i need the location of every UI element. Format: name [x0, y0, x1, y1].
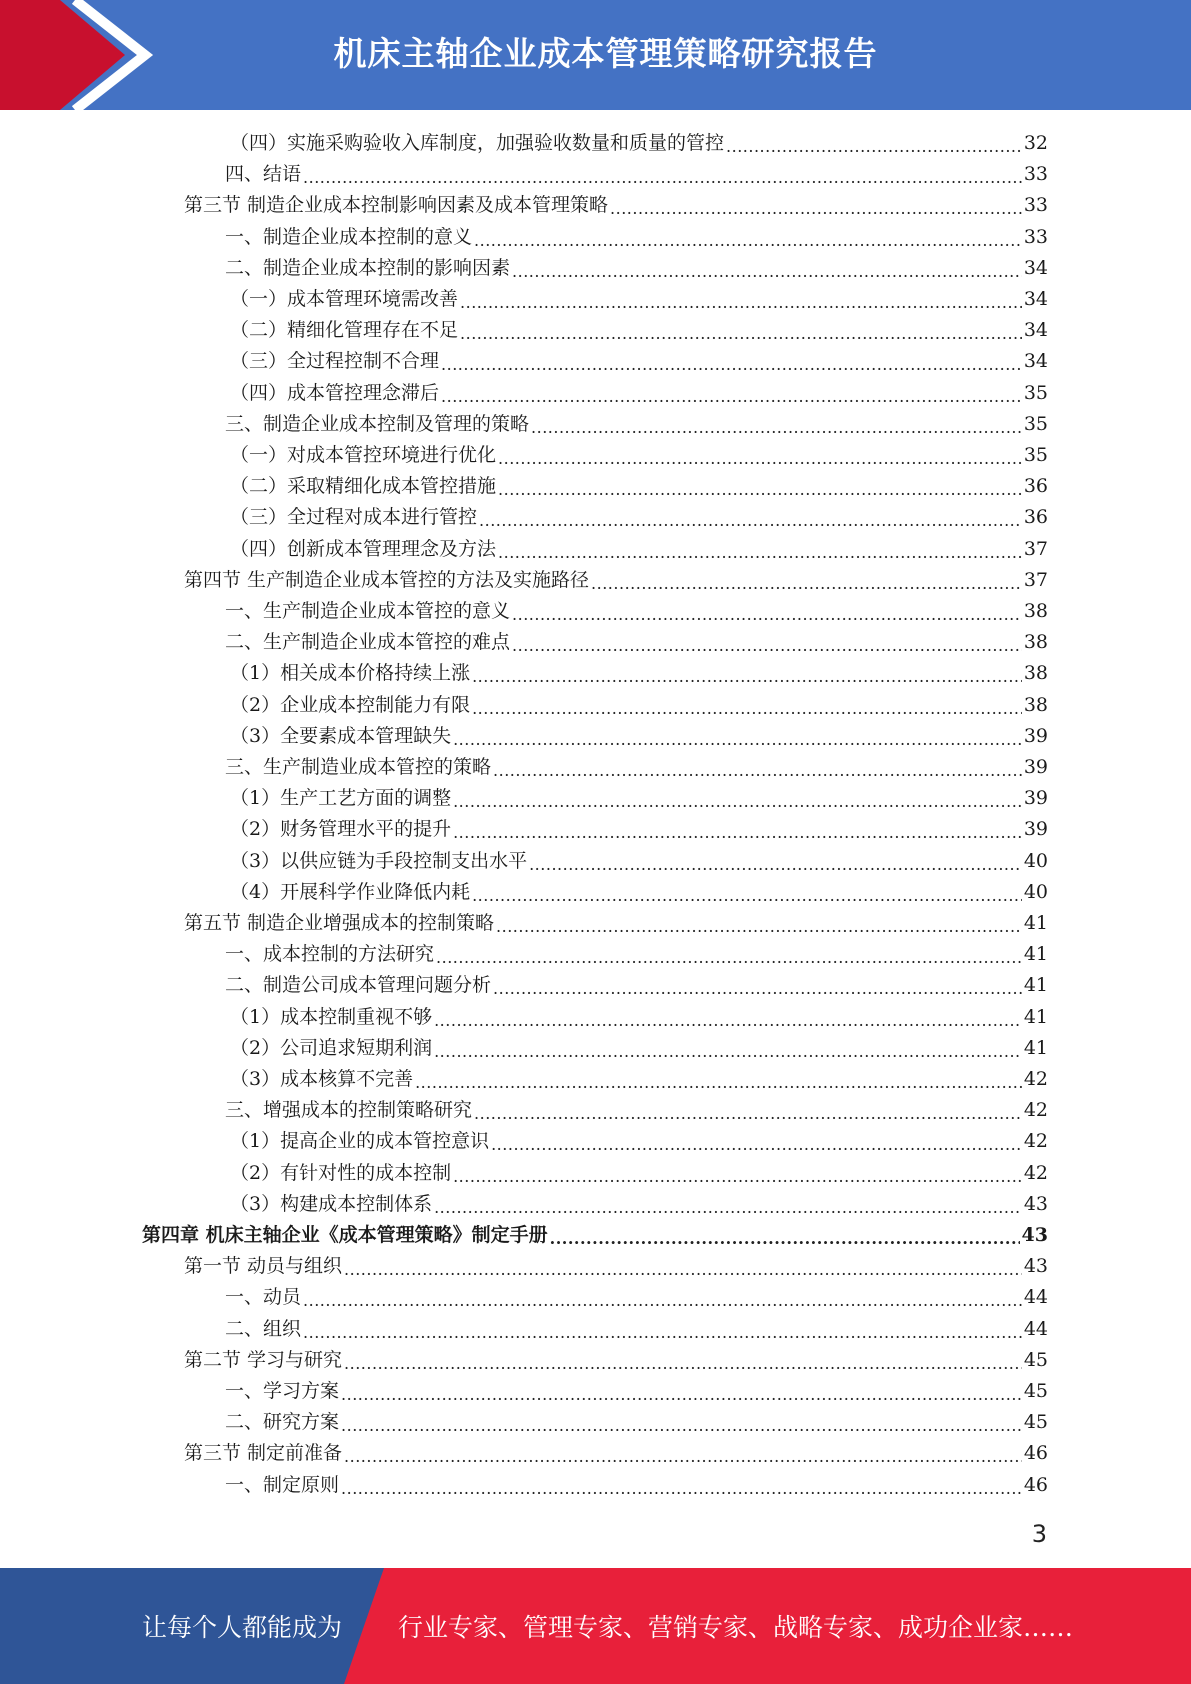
toc-entry-page: 36 [1023, 475, 1048, 498]
toc-entry[interactable] [225, 1095, 1048, 1126]
toc-entry[interactable] [230, 1126, 1048, 1157]
toc-entry-label: （1）生产工艺方面的调整 [230, 787, 452, 810]
toc-entry[interactable] [225, 1376, 1048, 1407]
toc-dot-leader [303, 1282, 1022, 1313]
toc-entry-label: （3）成本核算不完善 [230, 1068, 414, 1090]
toc-entry[interactable] [184, 1251, 1048, 1282]
toc-entry-label: 第五节 制造企业增强成本的控制策略 [184, 912, 495, 934]
toc-entry[interactable] [230, 534, 1048, 565]
toc-dot-leader [472, 877, 1022, 908]
toc-entry[interactable] [225, 222, 1048, 253]
toc-entry[interactable] [184, 1438, 1048, 1469]
toc-entry-page: 41 [1023, 1036, 1048, 1059]
toc-dot-leader [453, 1158, 1022, 1189]
toc-entry[interactable] [225, 970, 1048, 1001]
toc-dot-leader [491, 1126, 1022, 1157]
toc-entry-label: 第四章 机床主轴企业《成本管理策略》制定手册 [142, 1224, 548, 1246]
toc-entry-label: 一、动员 [225, 1286, 302, 1309]
toc-entry[interactable] [225, 253, 1048, 284]
toc-entry[interactable] [230, 440, 1048, 471]
toc-entry-label: （3）全要素成本管理缺失 [230, 724, 452, 747]
toc-dot-leader [344, 1251, 1022, 1282]
toc-entry-page: 41 [1023, 912, 1048, 934]
toc-dot-leader [474, 222, 1022, 253]
toc-entry-page: 41 [1023, 974, 1048, 997]
toc-dot-leader [531, 409, 1022, 440]
toc-entry-page: 46 [1023, 1473, 1048, 1496]
toc-entry-label: （四）成本管控理念滞后 [230, 381, 440, 404]
toc-dot-leader [436, 939, 1022, 970]
toc-entry-label: 第三节 制定前准备 [184, 1442, 343, 1465]
toc-entry[interactable] [230, 378, 1048, 409]
toc-entry-label: （二）精细化管理存在不足 [230, 319, 459, 342]
toc-dot-leader [496, 908, 1022, 939]
toc-entry-page: 35 [1023, 412, 1048, 435]
toc-dot-leader [453, 721, 1022, 752]
toc-entry-label: （1）提高企业的成本管控意识 [230, 1130, 490, 1153]
toc-dot-leader [493, 752, 1022, 783]
toc-dot-leader [498, 534, 1022, 565]
toc-entry[interactable] [225, 1407, 1048, 1438]
toc-entry-page: 33 [1023, 163, 1048, 186]
report-title: 机床主轴企业成本管理策略研究报告 [333, 34, 878, 73]
toc-entry-page: 42 [1023, 1130, 1048, 1153]
toc-entry-page: 42 [1023, 1099, 1048, 1122]
toc-entry-page: 39 [1023, 724, 1048, 747]
toc-entry-page: 41 [1023, 943, 1048, 966]
toc-entry-label: 四、结语 [225, 163, 302, 186]
toc-entry[interactable] [230, 471, 1048, 502]
toc-entry[interactable] [184, 908, 1048, 939]
toc-dot-leader [344, 1438, 1022, 1469]
toc-entry[interactable] [225, 627, 1048, 658]
toc-dot-leader [493, 970, 1022, 1001]
toc-dot-leader [434, 1002, 1022, 1033]
toc-entry-page: 33 [1023, 225, 1048, 248]
toc-entry-page: 39 [1023, 787, 1048, 810]
toc-entry-label: （1）相关成本价格持续上涨 [230, 662, 471, 685]
toc-entry-page: 44 [1023, 1286, 1048, 1309]
toc-dot-leader [512, 253, 1022, 284]
toc-entry-page: 36 [1023, 506, 1048, 529]
toc-entry-label: （三）全过程对成本进行管控 [230, 506, 478, 529]
toc-dot-leader [550, 1220, 1020, 1251]
page-header [0, 0, 1191, 110]
toc-entry-page: 43 [1023, 1255, 1048, 1278]
toc-entry-page: 37 [1023, 568, 1048, 591]
toc-entry[interactable] [230, 502, 1048, 533]
toc-entry-label: （二）采取精细化成本管控措施 [230, 475, 497, 498]
toc-entry[interactable] [230, 783, 1048, 814]
toc-dot-leader [303, 1314, 1022, 1345]
toc-entry[interactable] [225, 596, 1048, 627]
page-number: 3 [1031, 1520, 1047, 1548]
toc-entry-label: 三、增强成本的控制策略研究 [225, 1099, 473, 1122]
toc-entry[interactable] [230, 1033, 1048, 1064]
toc-entry[interactable] [230, 128, 1048, 159]
toc-dot-leader [341, 1376, 1022, 1407]
toc-entry-label: （一）成本管理环境需改善 [230, 288, 459, 310]
toc-entry-label: 三、生产制造业成本管控的策略 [225, 756, 492, 778]
toc-dot-leader [498, 471, 1022, 502]
toc-entry-page: 39 [1023, 756, 1048, 778]
toc-dot-leader [512, 596, 1022, 627]
footer-slogan-right: 行业专家、管理专家、营销专家、战略专家、成功企业家…… [398, 1613, 1074, 1642]
toc-entry-page: 45 [1023, 1380, 1048, 1402]
toc-entry-page: 43 [1021, 1224, 1048, 1246]
toc-entry[interactable] [230, 1158, 1048, 1189]
toc-entry-label: 一、制定原则 [225, 1473, 340, 1496]
toc-entry-label: 第一节 动员与组织 [184, 1255, 343, 1278]
toc-entry-page: 40 [1023, 880, 1048, 903]
toc-entry-page: 41 [1023, 1005, 1048, 1028]
toc-dot-leader [726, 128, 1022, 159]
toc-entry-page: 35 [1023, 381, 1048, 404]
toc-entry-page: 38 [1023, 631, 1048, 654]
toc-entry[interactable] [142, 1220, 1048, 1251]
toc-entry-label: 一、学习方案 [225, 1380, 340, 1402]
toc-entry-label: 二、生产制造企业成本管控的难点 [225, 631, 511, 654]
toc-entry-label: （2）有针对性的成本控制 [230, 1161, 452, 1184]
toc-entry[interactable] [225, 1282, 1048, 1313]
toc-entry-page: 46 [1023, 1442, 1048, 1465]
toc-dot-leader [344, 1345, 1022, 1376]
toc-entry[interactable] [184, 565, 1048, 596]
toc-dot-leader [434, 1189, 1022, 1220]
toc-entry[interactable] [230, 1064, 1048, 1095]
toc-entry-label: （四）实施采购验收入库制度，加强验收数量和质量的管控 [230, 132, 725, 154]
toc-entry-page: 34 [1023, 319, 1048, 342]
toc-entry[interactable] [184, 190, 1048, 221]
toc-entry-page: 45 [1023, 1348, 1048, 1371]
toc-entry[interactable] [230, 284, 1048, 315]
toc-entry-label: 一、成本控制的方法研究 [225, 943, 435, 966]
toc-entry[interactable] [225, 752, 1048, 783]
toc-dot-leader [460, 284, 1022, 315]
toc-dot-leader [453, 814, 1022, 845]
toc-entry-page: 35 [1023, 444, 1048, 466]
toc-entry-page: 42 [1023, 1068, 1048, 1090]
toc-entry[interactable] [230, 814, 1048, 845]
toc-entry-page: 34 [1023, 350, 1048, 373]
toc-dot-leader [512, 627, 1022, 658]
toc-dot-leader [341, 1407, 1022, 1438]
toc-entry-label: 第四节 生产制造企业成本管控的方法及实施路径 [184, 568, 590, 591]
toc-entry-page: 40 [1023, 849, 1048, 872]
toc-dot-leader [610, 190, 1022, 221]
toc-entry-label: （4）开展科学作业降低内耗 [230, 880, 471, 903]
footer-slogan-left: 让每个人都能成为 [142, 1613, 343, 1642]
toc-entry-label: （一）对成本管控环境进行优化 [230, 444, 497, 466]
toc-entry-label: 第二节 学习与研究 [184, 1348, 343, 1371]
toc-dot-leader [441, 378, 1022, 409]
toc-dot-leader [591, 565, 1022, 596]
toc-entry-label: 二、研究方案 [225, 1411, 340, 1434]
toc-entry[interactable] [225, 159, 1048, 190]
toc-entry-page: 32 [1023, 132, 1048, 154]
toc-entry-label: 二、制造公司成本管理问题分析 [225, 974, 492, 997]
toc-entry[interactable] [230, 1189, 1048, 1220]
toc-entry-label: 二、制造企业成本控制的影响因素 [225, 256, 511, 279]
toc-entry[interactable] [225, 409, 1048, 440]
toc-entry[interactable] [225, 1314, 1048, 1345]
toc-entry[interactable] [230, 658, 1048, 689]
toc-dot-leader [479, 502, 1022, 533]
toc-entry-label: （2）企业成本控制能力有限 [230, 693, 471, 716]
toc-dot-leader [472, 690, 1022, 721]
toc-dot-leader [453, 783, 1022, 814]
toc-dot-leader [415, 1064, 1022, 1095]
toc-dot-leader [434, 1033, 1022, 1064]
toc-entry-page: 45 [1023, 1411, 1048, 1434]
toc-dot-leader [303, 159, 1022, 190]
toc-entry-page: 37 [1023, 537, 1048, 560]
toc-entry-page: 39 [1023, 818, 1048, 841]
toc-entry-page: 42 [1023, 1161, 1048, 1184]
toc-dot-leader [474, 1095, 1022, 1126]
toc-entry-label: （三）全过程控制不合理 [230, 350, 440, 373]
toc-entry-label: （1）成本控制重视不够 [230, 1005, 433, 1028]
toc-entry-page: 38 [1023, 693, 1048, 716]
toc-entry-label: 一、制造企业成本控制的意义 [225, 225, 473, 248]
toc-entry[interactable] [230, 846, 1048, 877]
toc-entry-page: 38 [1023, 662, 1048, 685]
toc-dot-leader [498, 440, 1022, 471]
toc-dot-leader [441, 346, 1022, 377]
toc-entry-page: 43 [1023, 1192, 1048, 1215]
toc-entry-label: （四）创新成本管理理念及方法 [230, 537, 497, 560]
toc-entry-label: （3）构建成本控制体系 [230, 1192, 433, 1215]
toc-dot-leader [472, 658, 1022, 689]
toc-entry-page: 34 [1023, 256, 1048, 279]
toc-entry-label: 一、生产制造企业成本管控的意义 [225, 600, 511, 622]
toc-entry[interactable] [230, 877, 1048, 908]
toc-entry-label: （2）公司追求短期利润 [230, 1036, 433, 1059]
toc-entry[interactable] [230, 315, 1048, 346]
toc-entry[interactable] [225, 939, 1048, 970]
toc-dot-leader [529, 846, 1022, 877]
toc-entry-label: （3）以供应链为手段控制支出水平 [230, 849, 528, 872]
toc-entry-label: 第三节 制造企业成本控制影响因素及成本管理策略 [184, 194, 609, 217]
toc-entry-page: 44 [1023, 1317, 1048, 1340]
toc-dot-leader [460, 315, 1022, 346]
toc-entry[interactable] [230, 1002, 1048, 1033]
toc-entry[interactable] [184, 1345, 1048, 1376]
toc-entry-label: 三、制造企业成本控制及管理的策略 [225, 412, 530, 435]
toc-entry-page: 38 [1023, 600, 1048, 622]
toc-entry-page: 33 [1023, 194, 1048, 217]
toc-entry[interactable] [230, 346, 1048, 377]
toc-entry-label: （2）财务管理水平的提升 [230, 818, 452, 841]
toc-dot-leader [341, 1470, 1022, 1501]
page-footer [0, 1568, 1191, 1684]
toc-entry[interactable] [225, 1470, 1048, 1501]
toc-entry[interactable] [230, 690, 1048, 721]
toc-entry-page: 34 [1023, 288, 1048, 310]
toc-entry-label: 二、组织 [225, 1317, 302, 1340]
toc-entry[interactable] [230, 721, 1048, 752]
